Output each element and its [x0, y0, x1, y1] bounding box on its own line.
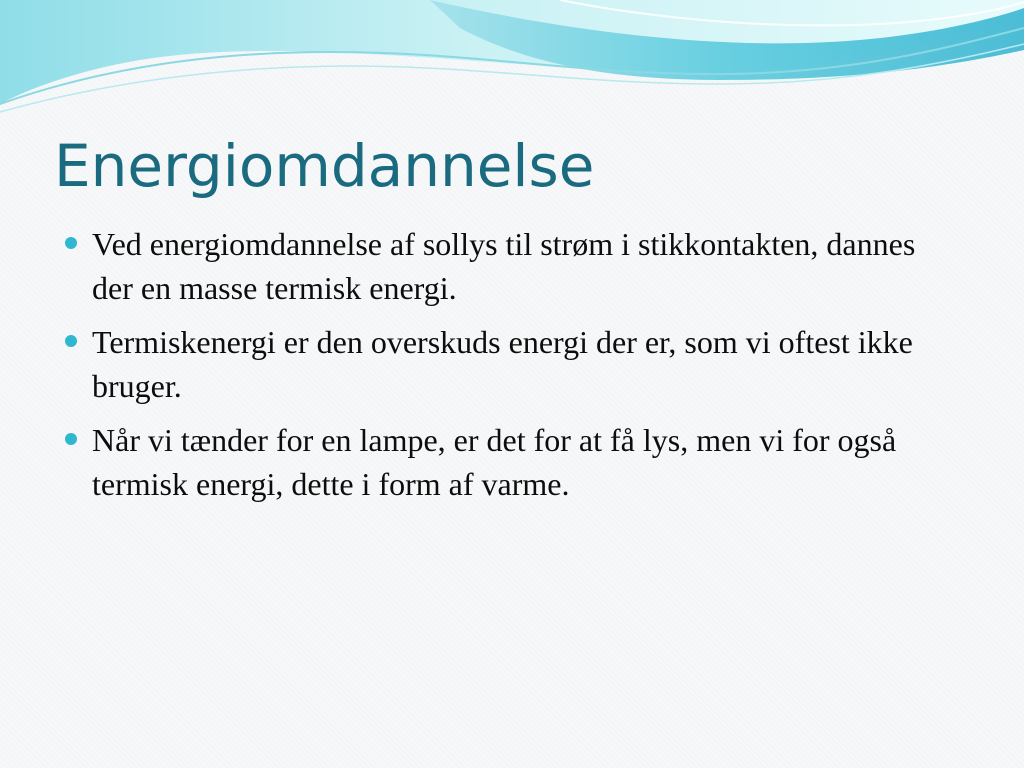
bullet-text: Termiskenergi er den overskuds energi der er, som vi oftest ikke bruger.: [92, 324, 913, 404]
bullet-list: [62, 222, 962, 516]
bullet-dot-icon: [65, 335, 77, 347]
slide-title: Energiomdannelse: [54, 132, 595, 200]
bullet-item: [62, 418, 962, 506]
bullet-item: [62, 320, 962, 408]
bullet-item: [62, 222, 962, 310]
bullet-text: Når vi tænder for en lampe, er det for at få lys, men vi for også termisk energi, dette i form af varme.: [92, 422, 897, 502]
bullet-text: Ved energiomdannelse af sollys til strøm i stikkontakten, dannes der en masse termisk energi.: [92, 226, 916, 306]
bullet-dot-icon: [65, 237, 77, 249]
bullet-dot-icon: [65, 433, 77, 445]
decorative-wave-header: [0, 0, 1024, 130]
